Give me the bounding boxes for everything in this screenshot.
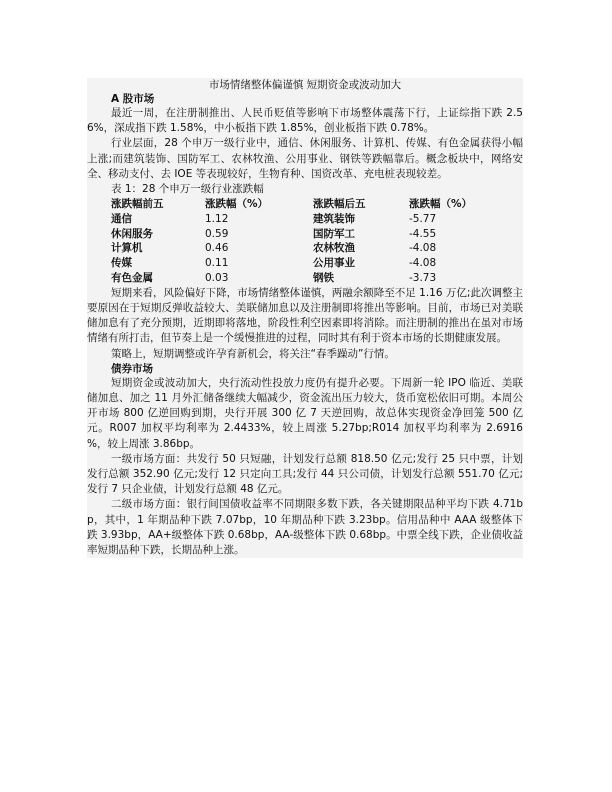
document-title: 市场情绪整体偏谨慎 短期资金或波动加大	[208, 79, 402, 91]
top-industry: 休闲服务	[111, 227, 153, 240]
table-row	[111, 241, 509, 256]
top-industry: 传媒	[111, 257, 132, 270]
top-industry: 通信	[111, 212, 132, 225]
paragraph-short-term-outlook: 短期来看，风险偏好下降，市场情绪整体谨慎，两融余额降至不足 1.16 万亿;此次调整主要原因在于短期反弹收益较大、美联储加息以及注册制即将推出等影响。目前，市场已对美联储加息有了充分预期，近期即将落地，阶段性利空因素即将消除。而注册制的推出在虽对市场情绪有所打击，但节奏上是一个缓慢推进的过程，同时其有利于资本市场的长期健康发展。	[87, 286, 523, 345]
bottom-industry: 农林牧渔	[313, 242, 355, 255]
bottom-change: -4.08	[409, 242, 437, 255]
top-change: 1.12	[205, 212, 229, 225]
bottom-change: -4.08	[409, 257, 437, 270]
paragraph-primary-market: 一级市场方面：共发行 50 只短融，计划发行总额 818.50 亿元;发行 25 只中票，计划发行总额 352.90 亿元;发行 12 只定向工具;发行 44 只公司债，计划发行总额 551.70 亿元;发行 7 只企业债，计划发行总额 48 亿元。	[87, 452, 523, 496]
table-row	[111, 227, 509, 242]
section-heading-a-share: A 股市场	[111, 93, 155, 105]
top-change: 0.11	[205, 257, 229, 270]
paragraph-liquidity: 短期资金或波动加大，央行流动性投放力度仍有提升必要。下周新一轮 IPO 临近、美联储加息、加之 11 月外汇储备继续大幅减少，资金流出压力较大，货币宽松依旧可期。本周公开市场 800 亿逆回购到期，央行开展 300 亿 7 天逆回购，故总体实现资金净回笼 500 亿元。R007 加权平均利率为 2.4433%，较上周涨 5.27bp;R014 加权平均利率为 2.6916 %，较上周涨 3.86bp。	[87, 376, 523, 450]
paragraph-secondary-market: 二级市场方面：银行间国债收益率不同期限多数下跌，各关键期限品种平均下跌 4.71bp，其中，1 年期品种下跌 7.07bp，10 年期品种下跌 3.23bp。信用品种中 AAA 级整体下跌 3.93bp，AA+级整体下跌 0.68bp，AA-级整体下跌 0.68bp。中票全线下跌，企业债收益率短期品种下跌，长期品种上涨。	[87, 498, 523, 557]
bottom-change: -3.73	[409, 272, 437, 284]
paragraph-market-overview: 最近一周，在注册制推出、人民币贬值等影响下市场整体震荡下行，上证综指下跌 2.56%，深成指下跌 1.58%，中小板指下跌 1.85%，创业板指下跌 0.78%。	[87, 107, 523, 135]
table-row	[111, 256, 509, 271]
top-industry: 有色金属	[111, 272, 153, 284]
header-bottom-change: 涨跌幅（%）	[409, 198, 473, 211]
industry-table	[111, 197, 509, 286]
bottom-industry: 钢铁	[313, 272, 334, 284]
top-change: 0.46	[205, 242, 229, 255]
top-change: 0.03	[205, 272, 229, 284]
bottom-change: -4.55	[409, 227, 437, 240]
table-caption: 表 1：28 个申万一级行业涨跌幅	[111, 183, 264, 196]
header-top-five: 涨跌幅前五	[111, 198, 164, 211]
table-header-row	[111, 197, 509, 212]
paragraph-industry: 行业层面，28 个申万一级行业中，通信、休闲服务、计算机、传媒、有色金属获得小幅上涨;而建筑装饰、国防军工、农林牧渔、公用事业、钢铁等跌幅靠后。概念板块中，网络安全、移动支付、去 IOE 等表现较好，生物育种、国资改革、充电桩表现较差。	[87, 137, 523, 180]
table-row	[111, 271, 509, 286]
section-heading-bond: 债券市场	[111, 362, 153, 375]
bottom-industry: 国防军工	[313, 227, 355, 240]
header-top-change: 涨跌幅（%）	[205, 198, 269, 211]
paragraph-strategy: 策略上，短期调整或许孕育新机会，将关注“春季躁动”行情。	[111, 347, 395, 360]
top-change: 0.59	[205, 227, 229, 240]
bottom-change: -5.77	[409, 212, 437, 225]
top-industry: 计算机	[111, 242, 143, 255]
bottom-industry: 建筑装饰	[313, 212, 355, 225]
header-bottom-five: 涨跌幅后五	[313, 198, 366, 211]
document-body	[87, 78, 523, 558]
bottom-industry: 公用事业	[313, 257, 355, 270]
table-row	[111, 212, 509, 227]
